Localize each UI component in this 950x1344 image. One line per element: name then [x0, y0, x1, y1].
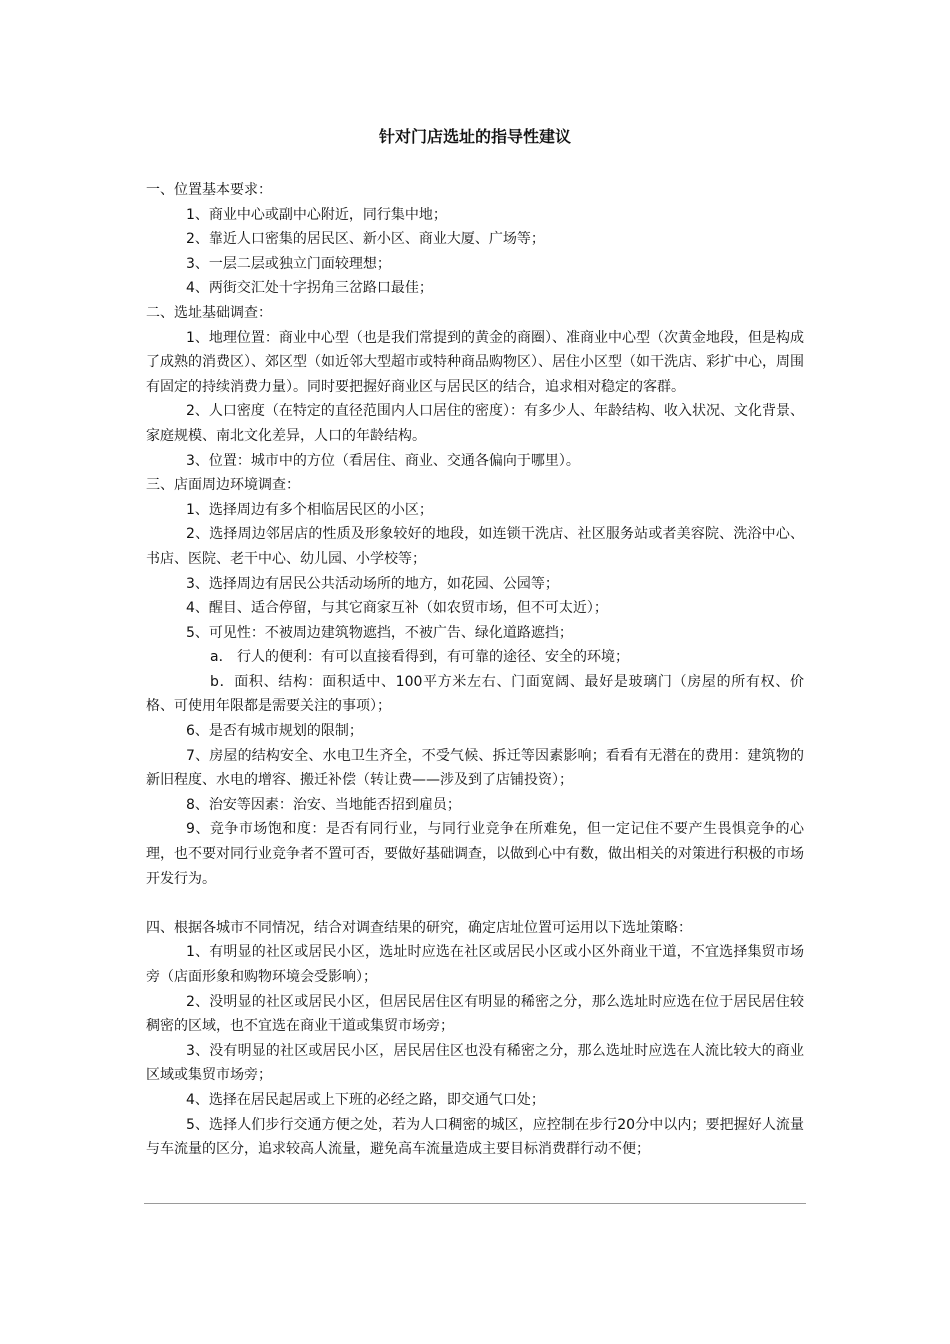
paragraph: 1、选择周边有多个相临居民区的小区；	[186, 501, 433, 518]
paragraph: 7、房屋的结构安全、水电卫生齐全，不受气候、拆迁等因素影响；看看有无潜在的费用：建筑物的新旧程度、水电的增容、搬迁补偿（转让费——涉及到了店铺投资）；	[146, 747, 804, 789]
section-heading: 二、选址基础调查：	[146, 304, 272, 321]
paragraph: 3、一层二层或独立门面较理想；	[186, 255, 391, 272]
paragraph: 6、是否有城市规划的限制；	[186, 723, 363, 740]
paragraph: 2、没明显的社区或居民小区，但居民居住区有明显的稀密之分，那么选址时应选在位于居民居住较稠密的区域，也不宜选在商业干道或集贸市场旁；	[146, 993, 804, 1035]
paragraph: 1、商业中心或副中心附近，同行集中地；	[186, 206, 447, 223]
paragraph: 5、可见性：不被周边建筑物遮挡，不被广告、绿化道路遮挡；	[186, 624, 573, 641]
paragraph: 4、两街交汇处十字拐角三岔路口最佳；	[186, 280, 433, 297]
paragraph: a． 行人的便利：有可以直接看得到，有可靠的途径、安全的环境；	[210, 649, 630, 666]
section-heading: 一、位置基本要求：	[146, 182, 272, 198]
paragraph: b．面积、结构：面积适中、100平方米左右、门面宽阔、最好是玻璃门（房屋的所有权、价格、可使用年限都是需要关注的事项）；	[146, 673, 804, 715]
paragraph: 1、有明显的社区或居民小区，选址时应选在社区或居民小区或小区外商业干道，不宜选择集贸市场旁（店面形象和购物环境会受影响）；	[146, 944, 804, 985]
section-heading: 三、店面周边环境调查：	[146, 477, 300, 494]
paragraph: 4、醒目、适合停留，与其它商家互补（如农贸市场，但不可太近）；	[186, 600, 608, 617]
paragraph: 5、选择人们步行交通方便之处，若为人口稠密的城区，应控制在步行20分中以内；要把握好人流量与车流量的区分，追求较高人流量，避免高车流量造成主要目标消费群行动不便；	[146, 1116, 804, 1158]
document-title: 针对门店选址的指导性建议	[378, 127, 571, 146]
document-page	[146, 118, 804, 1162]
document-body	[146, 178, 804, 1162]
paragraph: 8、治安等因素：治安、当地能否招到雇员；	[186, 796, 461, 813]
paragraph: 9、竞争市场饱和度：是否有同行业，与同行业竞争在所难免，但一定记住不要产生畏惧竞争的心理，也不要对同行业竞争者不置可否，要做好基础调查，以做到心中有数，做出相关的对策进行积极的市场开发行为。	[146, 821, 804, 887]
paragraph: 2、靠近人口密集的居民区、新小区、商业大厦、广场等；	[186, 231, 545, 248]
page-bottom-rule	[144, 1203, 806, 1204]
paragraph: 3、没有明显的社区或居民小区，居民居住区也没有稀密之分，那么选址时应选在人流比较大的商业区域或集贸市场旁；	[146, 1042, 804, 1084]
paragraph: 2、选择周边邻居店的性质及形象较好的地段，如连锁干洗店、社区服务站或者美容院、洗浴中心、书店、医院、老干中心、幼儿园、小学校等；	[146, 526, 804, 567]
paragraph: 4、选择在居民起居或上下班的必经之路，即交通气口处；	[186, 1091, 545, 1108]
section-heading: 四、根据各城市不同情况，结合对调查结果的研究，确定店址位置可运用以下选址策略：	[146, 919, 692, 936]
paragraph: 2、人口密度（在特定的直径范围内人口居住的密度）：有多少人、年龄结构、收入状况、文化背景、家庭规模、南北文化差异，人口的年龄结构。	[146, 403, 804, 444]
paragraph: 3、选择周边有居民公共活动场所的地方，如花园、公园等；	[186, 575, 559, 592]
blank-line	[146, 891, 804, 916]
paragraph: 3、位置：城市中的方位（看居住、商业、交通各偏向于哪里）。	[186, 452, 580, 469]
paragraph: 1、地理位置：商业中心型（也是我们常提到的黄金的商圈）、准商业中心型（次黄金地段，但是构成了成熟的消费区）、郊区型（如近邻大型超市或特种商品购物区）、居住小区型（如干洗店、彩扩中心，周围有固定的持续消费力量）。同时要把握好商业区与居民区的结合，追求相对稳定的客群。	[146, 329, 804, 395]
